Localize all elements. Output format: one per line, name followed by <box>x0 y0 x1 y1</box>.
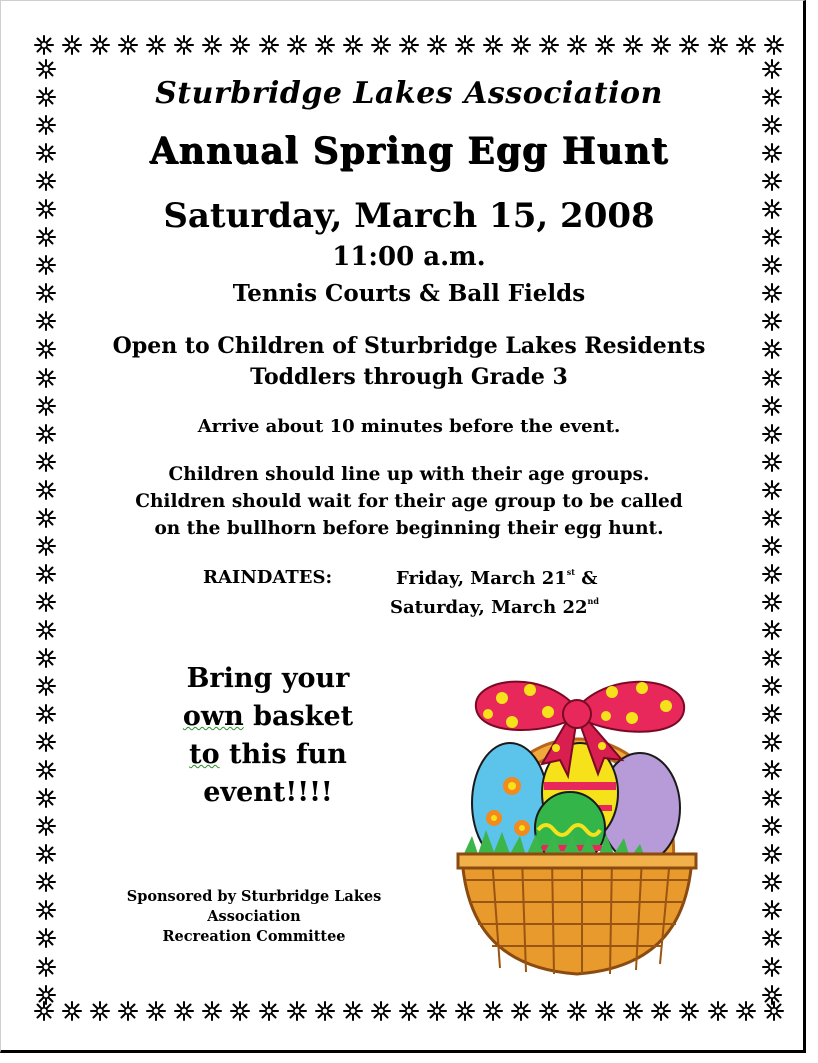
asterisk-star-icon <box>35 647 57 669</box>
asterisk-star-icon <box>35 815 57 837</box>
asterisk-star-icon <box>761 170 783 192</box>
asterisk-star-icon <box>35 170 57 192</box>
asterisk-star-icon <box>510 34 532 56</box>
asterisk-star-icon <box>35 759 57 781</box>
asterisk-star-icon <box>594 34 616 56</box>
promo-line-2 <box>150 698 386 736</box>
promo-line-1: Bring your <box>186 663 350 694</box>
asterisk-star-icon <box>201 34 223 56</box>
asterisk-star-icon <box>35 843 57 865</box>
asterisk-star-icon <box>145 34 167 56</box>
asterisk-star-icon <box>454 1000 476 1022</box>
asterisk-star-icon <box>173 1000 195 1022</box>
asterisk-star-icon <box>761 703 783 725</box>
raindate-2-text: Saturday, March 22 <box>390 597 588 618</box>
asterisk-star-icon <box>622 1000 644 1022</box>
asterisk-star-icon <box>761 815 783 837</box>
asterisk-star-icon <box>35 871 57 893</box>
asterisk-star-icon <box>735 34 757 56</box>
bring-basket-message <box>150 660 386 812</box>
asterisk-star-icon <box>35 984 57 1006</box>
asterisk-star-icon <box>707 34 729 56</box>
event-date: Saturday, March 15, 2008 <box>163 196 655 236</box>
asterisk-star-icon <box>763 34 785 56</box>
asterisk-star-icon <box>566 34 588 56</box>
asterisk-star-icon <box>89 1000 111 1022</box>
asterisk-star-icon <box>342 34 364 56</box>
asterisk-star-icon <box>707 1000 729 1022</box>
asterisk-star-icon <box>761 591 783 613</box>
border-top-row <box>33 32 785 58</box>
asterisk-star-icon <box>566 1000 588 1022</box>
asterisk-star-icon <box>761 759 783 781</box>
asterisk-star-icon <box>735 1000 757 1022</box>
event-title: Annual Spring Egg Hunt <box>149 130 669 172</box>
asterisk-star-icon <box>761 647 783 669</box>
sponsor-credit <box>80 887 428 947</box>
easter-basket-icon <box>452 668 702 980</box>
raindate-1-tail: & <box>574 568 598 589</box>
asterisk-star-icon <box>482 1000 504 1022</box>
asterisk-star-icon <box>314 34 336 56</box>
organization-name: Sturbridge Lakes Association <box>155 76 663 111</box>
instruction-line: on the bullhorn before beginning their egg hunt. <box>154 518 664 539</box>
asterisk-star-icon <box>510 1000 532 1022</box>
asterisk-star-icon <box>370 1000 392 1022</box>
asterisk-star-icon <box>761 310 783 332</box>
promo-line-3-rest: this fun <box>219 739 347 770</box>
asterisk-star-icon <box>761 675 783 697</box>
asterisk-star-icon <box>201 1000 223 1022</box>
asterisk-star-icon <box>594 1000 616 1022</box>
asterisk-star-icon <box>678 1000 700 1022</box>
promo-line-3-to: to <box>189 739 220 770</box>
promo-line-2-rest: basket <box>243 701 354 732</box>
asterisk-star-icon <box>482 34 504 56</box>
asterisk-star-icon <box>35 787 57 809</box>
asterisk-star-icon <box>35 591 57 613</box>
asterisk-star-icon <box>761 871 783 893</box>
asterisk-star-icon <box>35 310 57 332</box>
raindate-1 <box>396 567 597 589</box>
asterisk-star-icon <box>229 1000 251 1022</box>
asterisk-star-icon <box>145 1000 167 1022</box>
asterisk-star-icon <box>761 787 783 809</box>
asterisk-star-icon <box>35 956 57 978</box>
asterisk-star-icon <box>538 1000 560 1022</box>
asterisk-star-icon <box>35 675 57 697</box>
asterisk-star-icon <box>35 899 57 921</box>
asterisk-star-icon <box>761 563 783 585</box>
asterisk-star-icon <box>650 1000 672 1022</box>
sponsor-line-2: Recreation Committee <box>162 928 346 945</box>
asterisk-star-icon <box>761 984 783 1006</box>
asterisk-star-icon <box>61 34 83 56</box>
eligibility-line-1: Open to Children of Sturbridge Lakes Residents <box>112 333 706 359</box>
arrival-note: Arrive about 10 minutes before the event. <box>197 416 621 437</box>
asterisk-star-icon <box>761 843 783 865</box>
raindate-2 <box>390 596 599 618</box>
asterisk-star-icon <box>314 1000 336 1022</box>
event-time: 11:00 a.m. <box>332 242 486 272</box>
asterisk-star-icon <box>678 34 700 56</box>
asterisk-star-icon <box>398 1000 420 1022</box>
asterisk-star-icon <box>761 899 783 921</box>
asterisk-star-icon <box>117 34 139 56</box>
asterisk-star-icon <box>370 34 392 56</box>
asterisk-star-icon <box>426 34 448 56</box>
asterisk-star-icon <box>35 563 57 585</box>
instruction-line: Children should line up with their age groups. <box>168 464 650 485</box>
asterisk-star-icon <box>398 34 420 56</box>
asterisk-star-icon <box>258 34 280 56</box>
raindate-2-suffix: nd <box>587 596 599 606</box>
asterisk-star-icon <box>89 34 111 56</box>
raindate-1-suffix: st <box>566 567 575 577</box>
promo-line-3 <box>150 736 386 774</box>
promo-line-2-own: own <box>182 701 244 732</box>
asterisk-star-icon <box>342 1000 364 1022</box>
asterisk-star-icon <box>229 34 251 56</box>
asterisk-star-icon <box>35 619 57 641</box>
asterisk-star-icon <box>61 1000 83 1022</box>
asterisk-star-icon <box>622 34 644 56</box>
asterisk-star-icon <box>35 395 57 417</box>
asterisk-star-icon <box>258 1000 280 1022</box>
asterisk-star-icon <box>33 34 55 56</box>
asterisk-star-icon <box>761 731 783 753</box>
raindates-label: RAINDATES: <box>203 567 333 588</box>
sponsor-line-1: Sponsored by Sturbridge Lakes Association <box>126 888 382 925</box>
asterisk-star-icon <box>761 619 783 641</box>
instruction-line: Children should wait for their age group to be called <box>135 491 683 512</box>
asterisk-star-icon <box>173 34 195 56</box>
asterisk-star-icon <box>286 1000 308 1022</box>
event-location: Tennis Courts & Ball Fields <box>232 280 586 307</box>
asterisk-star-icon <box>650 34 672 56</box>
asterisk-star-icon <box>426 1000 448 1022</box>
asterisk-star-icon <box>761 927 783 949</box>
asterisk-star-icon <box>35 731 57 753</box>
promo-line-4: event!!!! <box>203 777 333 808</box>
asterisk-star-icon <box>761 956 783 978</box>
asterisk-star-icon <box>117 1000 139 1022</box>
asterisk-star-icon <box>761 395 783 417</box>
raindate-1-text: Friday, March 21 <box>396 568 567 589</box>
asterisk-star-icon <box>538 34 560 56</box>
asterisk-star-icon <box>454 34 476 56</box>
asterisk-star-icon <box>286 34 308 56</box>
border-bottom-row <box>33 998 785 1024</box>
eligibility-line-2: Toddlers through Grade 3 <box>250 364 568 390</box>
asterisk-star-icon <box>35 703 57 725</box>
asterisk-star-icon <box>35 927 57 949</box>
